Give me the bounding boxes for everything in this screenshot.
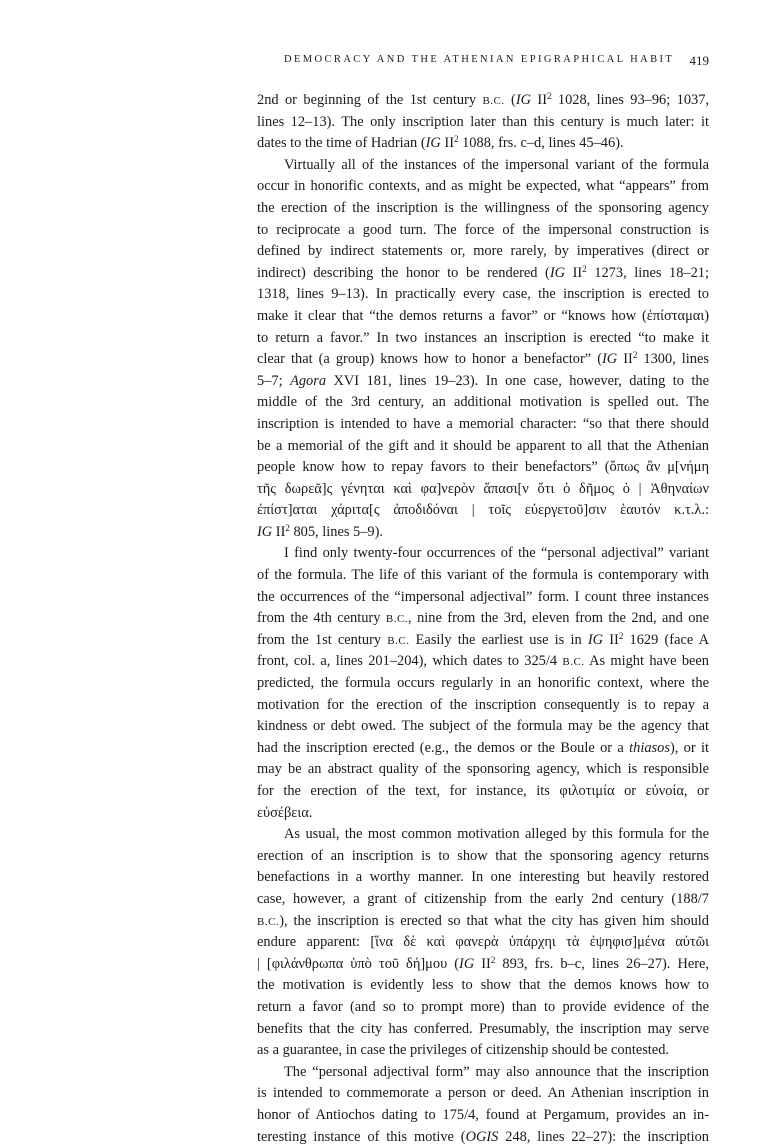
text-line: 1318, lines 9–13). In practically every case, the inscription is erected to bbox=[257, 284, 709, 306]
text-line: from the 4th century B.C., nine from the 3rd, eleven from the 2nd, and one bbox=[257, 608, 709, 630]
text-line: middle of the 3rd century, an additional motivation is spelled out. The bbox=[257, 392, 709, 414]
text-line: the erection of the inscription is the willingness of the sponsoring agency bbox=[257, 198, 709, 220]
running-head: DEMOCRACY AND THE ATHENIAN EPIGRAPHICAL HABIT bbox=[284, 54, 674, 65]
text-line: kindness or debt owed. The subject of the formula may be the agency that bbox=[257, 716, 709, 738]
text-line: ἐπίστ]αται χάριτα[ς ἀποδιδόναι | τοῖς εὐεργετοῦ]σιν ἑαυτόν κ.τ.λ.: bbox=[257, 500, 709, 522]
text-line: from the 1st century B.C. Easily the earliest use is in IG $II^2$ 1629 (face A bbox=[257, 630, 709, 652]
text-line: people know how to repay favors to their benefactors” (ὅπως ἂν μ[νήμη bbox=[257, 457, 709, 479]
text-line: εὐσέβεια. bbox=[257, 803, 709, 825]
body-text bbox=[257, 90, 709, 1148]
text-line: to return a favor.” In two instances an inscription is erected “to make it bbox=[257, 328, 709, 350]
text-line: the occurrences of the “impersonal adjectival” form. I count three instances bbox=[257, 587, 709, 609]
text-line: motivation for the erection of the inscription consequently is to repay a bbox=[257, 695, 709, 717]
text-line: lines 12–13). The only inscription later than this century is much later: it bbox=[257, 112, 709, 134]
text-line: case, however, a grant of citizenship from the early 2nd century (188/7 bbox=[257, 889, 709, 911]
text-line: clear that (a group) knows how to honor a benefactor” (IG $II^2$ 1300, lines bbox=[257, 349, 709, 371]
text-line: dates to the time of Hadrian (IG $II^2$ 1088, frs. c–d, lines 45–46). bbox=[257, 133, 709, 155]
text-line: honor of Antiochos dating to 175/4, found at Pergamum, provides an in- bbox=[257, 1105, 709, 1127]
page-header bbox=[257, 54, 709, 70]
text-line: | [φιλάνθρωπα ὑπὸ τοῦ δή]μου (IG $II^2$ 893, frs. b–c, lines 26–27). Here, bbox=[257, 954, 709, 976]
text-line: As usual, the most common motivation alleged by this formula for the bbox=[257, 824, 709, 846]
text-line: erection of an inscription is to show that the sponsoring agency returns bbox=[257, 846, 709, 868]
text-line: IG $II^2$ 805, lines 5–9). bbox=[257, 522, 709, 544]
text-line: return a favor (and so to prompt more) than to provide evidence of the bbox=[257, 997, 709, 1019]
text-line: be a memorial of the gift and it should be apparent to all that the Athenian bbox=[257, 436, 709, 458]
text-line: defined by indirect statements or, more rarely, by imperatives (direct or bbox=[257, 241, 709, 263]
text-line: endure apparent: [ἵνα δὲ καὶ φανερὰ ὑπάρχηι τὰ ἐψηφισ]μένα αὐτῶι bbox=[257, 932, 709, 954]
text-line: is intended to commemorate a person or deed. An Athenian inscription in bbox=[257, 1083, 709, 1105]
text-line: 5–7; Agora XVI 181, lines 19–23). In one case, however, dating to the bbox=[257, 371, 709, 393]
text-line: B.C.), the inscription is erected so that what the city has given him should bbox=[257, 911, 709, 933]
text-line: indirect) describing the honor to be rendered (IG $II^2$ 1273, lines 18–21; bbox=[257, 263, 709, 285]
text-line: benefits that the city has conferred. Presumably, the inscription may serve bbox=[257, 1019, 709, 1041]
page-number: 419 bbox=[690, 53, 710, 69]
text-line: of the formula. The life of this variant of the formula is contemporary with bbox=[257, 565, 709, 587]
text-line: Virtually all of the instances of the impersonal variant of the formula bbox=[257, 155, 709, 177]
text-line: may be an abstract quality of the sponsoring agency, which is responsible bbox=[257, 759, 709, 781]
text-line: inscription is intended to have a memorial character: “so that there should bbox=[257, 414, 709, 436]
text-line: to reciprocate a good turn. The force of the impersonal construction is bbox=[257, 220, 709, 242]
text-line: teresting instance of this motive (OGIS 248, lines 22–27): the inscription bbox=[257, 1127, 709, 1148]
text-line: as a guarantee, in case the privileges of citizenship should be contested. bbox=[257, 1040, 709, 1062]
text-line: I find only twenty-four occurrences of the “personal adjectival” variant bbox=[257, 543, 709, 565]
text-line: predicted, the formula occurs regularly in an honorific context, where the bbox=[257, 673, 709, 695]
text-line: τῆς δωρεᾶ]ς γένηται καὶ φα]νερὸν ἅπασι[ν ὅτι ὁ δῆμος ὁ | Ἀθηναίων bbox=[257, 479, 709, 501]
text-line: 2nd or beginning of the 1st century B.C. (IG $II^2$ 1028, lines 93–96; 1037, bbox=[257, 90, 709, 112]
text-line: for the erection of the text, for instance, its φιλοτιμία or εὐνοία, or bbox=[257, 781, 709, 803]
text-line: the motivation is evidently less to show that the demos knows how to bbox=[257, 975, 709, 997]
text-line: had the inscription erected (e.g., the demos or the Boule or a thiasos), or it bbox=[257, 738, 709, 760]
text-line: occur in honorific contexts, and as might be expected, what “appears” from bbox=[257, 176, 709, 198]
text-line: front, col. a, lines 201–204), which dates to 325/4 B.C. As might have been bbox=[257, 651, 709, 673]
text-line: make it clear that “the demos returns a favor” or “knows how (ἐπίσταμαι) bbox=[257, 306, 709, 328]
text-line: The “personal adjectival form” may also announce that the inscription bbox=[257, 1062, 709, 1084]
text-line: benefactions in a worthy manner. In one interesting but heavily restored bbox=[257, 867, 709, 889]
